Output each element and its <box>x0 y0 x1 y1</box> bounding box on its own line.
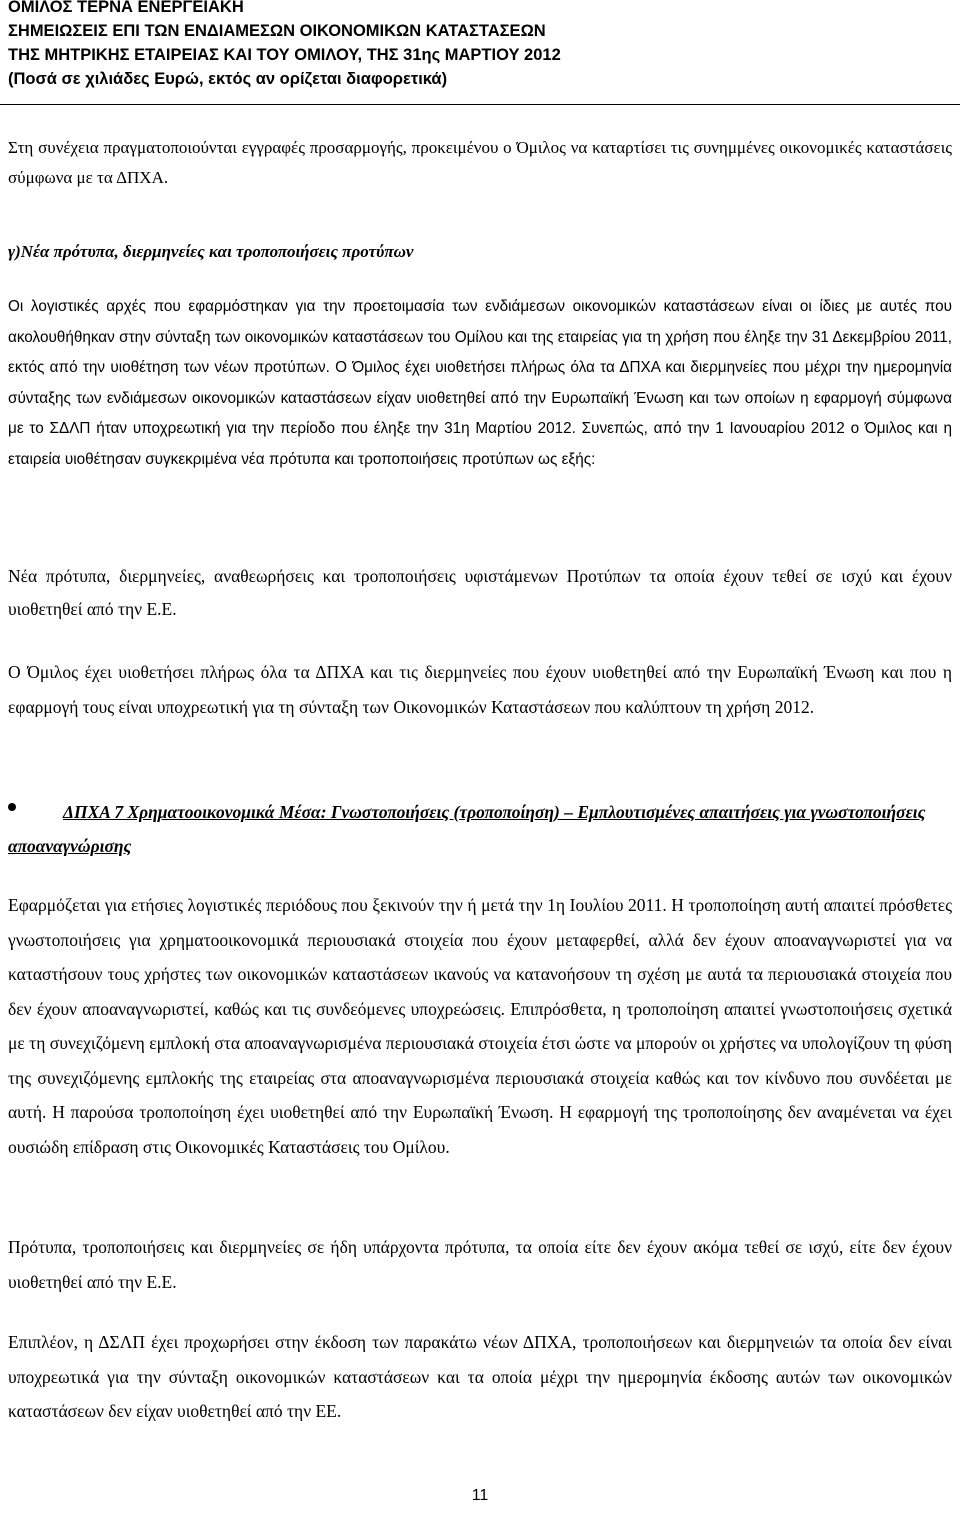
page-number: 11 <box>471 1487 489 1504</box>
iasb-issued-paragraph: Επιπλέον, η ΔΣΛΠ έχει προχωρήσει στην έκδοση των παρακάτω νέων ΔΠΧΑ, τροποποιήσεων και διερμηνειών τα οποία δεν είναι υποχρεωτικά για την σύνταξη οικονομικών καταστάσεων και τα οποία μέχρι την ημερομηνία έκδοσης αυτών των οικονομικών καταστάσεων δεν είχαν υιοθετηθεί από την ΕΕ. <box>8 1332 952 1421</box>
ifrs7-paragraph: Εφαρμόζεται για ετήσιες λογιστικές περιόδους που ξεκινούν την ή μετά την 1η Ιουλίου 2011. Η τροποποίηση αυτή απαιτεί πρόσθετες γνωστοποιήσεις για χρηματοοικονομικά περιουσιακά στοιχεία που έχουν μεταφερθεί, αλλά δεν έχουν αποαναγνωριστεί για να καταστήσουν τους χρήστες των οικονομικών καταστάσεων ικανούς να κατανοήσουν τη σχέση με αυτά τα περιουσιακά στοιχεία που δεν έχουν αποαναγνωριστεί, καθώς και τις συνδεόμενες υποχρεώσεις. Επιπρόσθετα, η τροποποίηση απαιτεί γνωστοποιήσεις σχετικά με τη συνεχιζόμενη εμπλοκή στα αποαναγνωρισμένα περιουσιακά στοιχεία έτσι ώστε να μπορούν οι χρήστες να υπολογίζουν τη φύση της συνεχιζόμενης εμπλοκής της εταιρείας στα αποαναγνωρισμένα περιουσιακά στοιχεία καθώς και τον κίνδυνο που συνδέεται με αυτή. Η παρούσα τροποποίηση έχει υιοθετηθεί από την Ευρωπαϊκή Ένωση. Η εφαρμογή της τροποποίησης δεν αναμένεται να έχει ουσιώδη επίδραση στις Οικονομικές Καταστάσεις του Ομίλου. <box>8 895 952 1157</box>
new-standards-paragraph: Νέα πρότυπα, διερμηνείες, αναθεωρήσεις και τροποποιήσεις υφιστάμενων Προτύπων τα οποία έχουν τεθεί σε ισχύ και έχουν υιοθετηθεί από την Ε.Ε. <box>8 566 952 619</box>
bullet-item-title: ΔΠΧΑ 7 Χρηματοοικονομικά Μέσα: Γνωστοποιήσεις (τροποποίηση) – Εμπλουτισμένες απαιτήσεις για γνωστοποιήσεις αποαναγνώρισης <box>8 802 926 856</box>
header-company-period: ΤΗΣ ΜΗΤΡΙΚΗΣ ΕΤΑΙΡΕΙΑΣ ΚΑΙ ΤΟΥ ΟΜΙΛΟΥ, ΤΗΣ 31ης ΜΑΡΤΙΟΥ 2012 <box>8 46 561 64</box>
header-divider <box>0 104 960 105</box>
adopted-standards-paragraph: Ο Όμιλος έχει υιοθετήσει πλήρως όλα τα ΔΠΧΑ και τις διερμηνείες που έχουν υιοθετηθεί από την Ευρωπαϊκή Ένωση και που η εφαρμογή τους είναι υποχρεωτική για τη σύνταξη των Οικονομικών Καταστάσεων που καλύπτουν τη χρήση 2012. <box>8 662 952 717</box>
accounting-policies-paragraph: Οι λογιστικές αρχές που εφαρμόστηκαν για την προετοιμασία των ενδιάμεσων οικονομικών καταστάσεων είναι οι ίδιες με αυτές που ακολουθήθηκαν στην σύνταξη των οικονομικών καταστάσεων του Ομίλου και της εταιρείας για τη χρήση που έληξε την 31 Δεκεμβρίου 2011, εκτός από την υιοθέτηση των νέων προτύπων. Ο Όμιλος έχει υιοθετήσει πλήρως όλα τα ΔΠΧΑ και διερμηνείες που μέχρι την ημερομηνία σύνταξης των ενδιάμεσων οικονομικών καταστάσεων είχαν υιοθετηθεί από την Ευρωπαϊκή Ένωση και των οποίων η εφαρμογή σύμφωνα με το ΣΔΛΠ ήταν υποχρεωτική για την περίοδο που έληξε την 31η Μαρτίου 2012. Συνεπώς, από την 1 Ιανουαρίου 2012 ο Όμιλος και η εταιρεία υιοθέτησαν συγκεκριμένα νέα πρότυπα και τροποποιήσεις προτύπων ως εξής: <box>8 298 952 468</box>
header-group-title: ΟΜΙΛΟΣ ΤΕΡΝΑ ΕΝΕΡΓΕΙΑΚΗ <box>8 0 244 16</box>
header-notes-title: ΣΗΜΕΙΩΣΕΙΣ ΕΠΙ ΤΩΝ ΕΝΔΙΑΜΕΣΩΝ ΟΙΚΟΝΟΜΙΚΩΝ ΚΑΤΑΣΤΑΣΕΩΝ <box>8 22 546 40</box>
header-amounts-note: (Ποσά σε χιλιάδες Ευρώ, εκτός αν ορίζεται διαφορετικά) <box>8 70 448 88</box>
section-heading: γ)Νέα πρότυπα, διερμηνείες και τροποποιήσεις προτύπων <box>8 242 414 261</box>
not-yet-effective-paragraph: Πρότυπα, τροποποιήσεις και διερμηνείες σε ήδη υπάρχοντα πρότυπα, τα οποία είτε δεν έχουν ακόμα τεθεί σε ισχύ, είτε δεν έχουν υιοθετηθεί από την Ε.Ε. <box>8 1237 952 1292</box>
intro-paragraph: Στη συνέχεια πραγματοποιούνται εγγραφές προσαρμογής, προκειμένου ο Όμιλος να καταρτίσει τις συνημμένες οικονομικές καταστάσεις σύμφωνα με τα ΔΠΧΑ. <box>8 138 952 187</box>
